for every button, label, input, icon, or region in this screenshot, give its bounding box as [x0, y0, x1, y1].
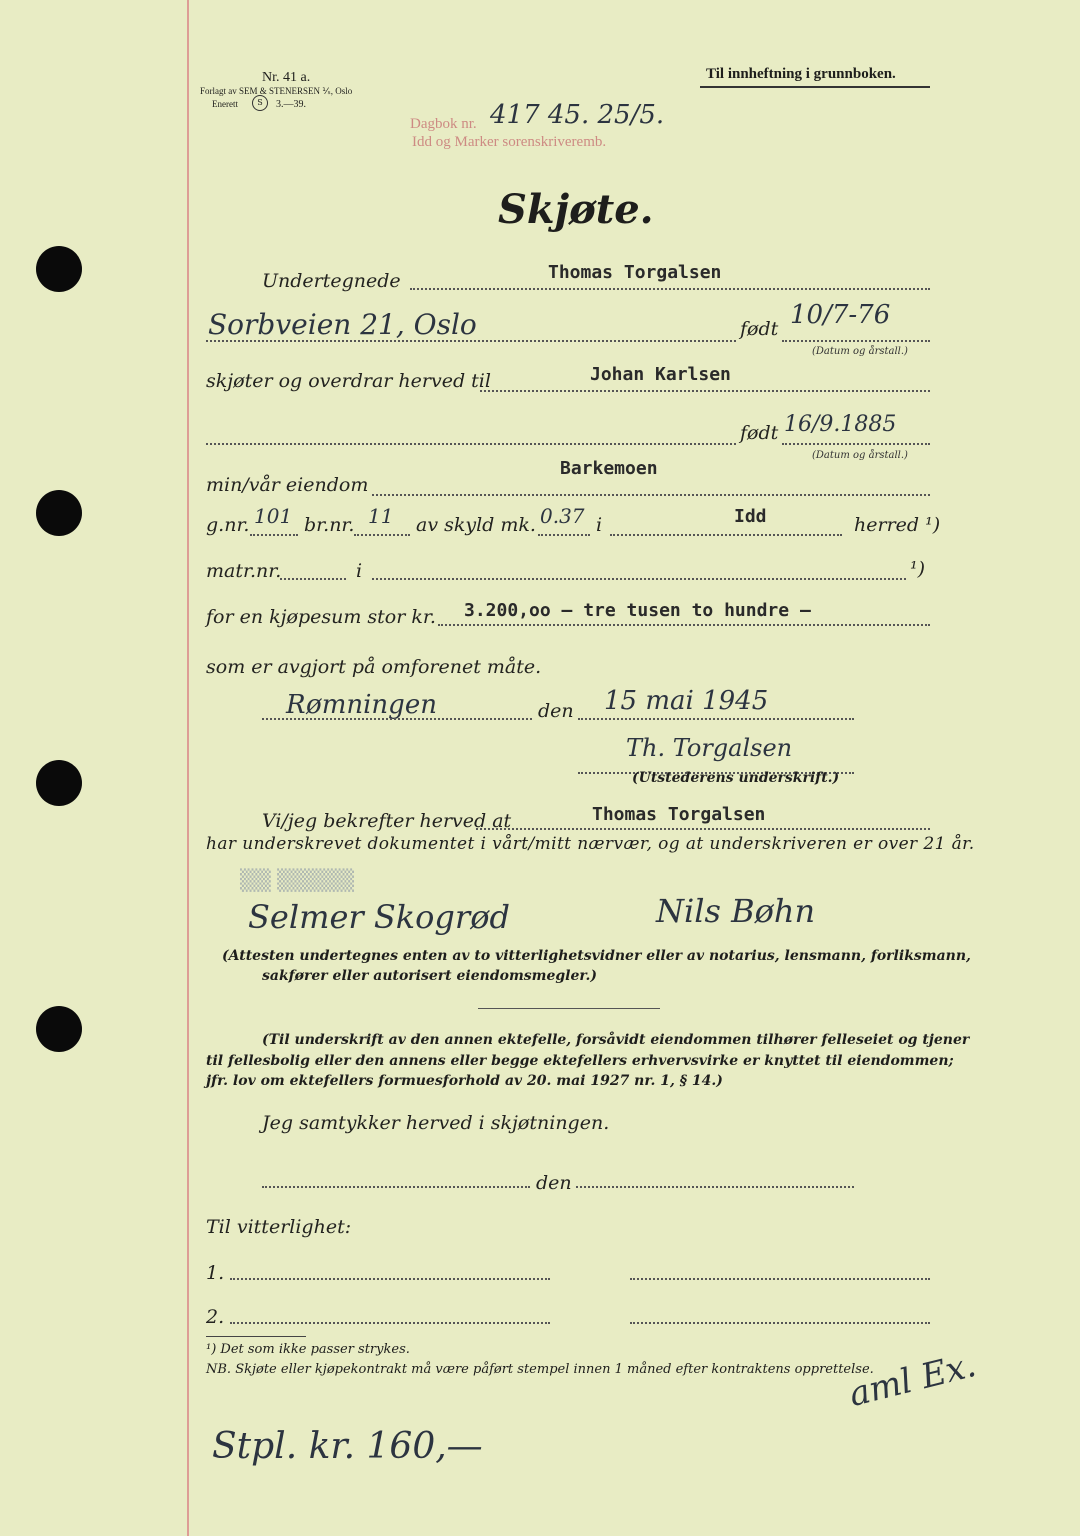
- skyld-label: av skyld mk.: [416, 514, 536, 536]
- spouse-note-1: (Til underskrift av den annen ektefelle, forsåvidt eiendommen tilhører felleseiet og tjener: [262, 1032, 970, 1048]
- gnr-dotline: [250, 534, 298, 536]
- price-settled: som er avgjort på omforenet måte.: [206, 656, 542, 678]
- spouse-note-2: til fellesbolig eller den annens eller begge ektefellers erhvervsvirke er knyttet til eiendommen;: [206, 1053, 954, 1069]
- stamp-line1: Dagbok nr.: [410, 116, 477, 132]
- matr-in-label: i: [356, 560, 363, 582]
- signing-den-label: den: [538, 700, 574, 722]
- publisher: Forlagt av SEM & STENERSEN ⅟ₛ, Oslo: [200, 86, 353, 96]
- bnr-label: br.nr.: [304, 514, 355, 536]
- seller-label: Undertegnede: [262, 270, 401, 292]
- initials: aml Ex.: [845, 1344, 980, 1416]
- gnr-label: g.nr.: [206, 514, 250, 536]
- spouse-note-3: jfr. lov om ektefellers formuesforhold av 20. mai 1927 nr. 1, § 14.): [206, 1073, 723, 1089]
- punch-hole: [36, 246, 82, 292]
- seller-born: 10/7-76: [790, 300, 891, 330]
- seller-name: Thomas Torgalsen: [548, 262, 722, 283]
- witness-dotline: [476, 828, 930, 830]
- issuer-signature-caption: (Utstederens underskrift.): [632, 770, 840, 786]
- witness-signature-2: Nils Bøhn: [656, 892, 816, 930]
- seller-address: Sorbveien 21, Oslo: [208, 308, 477, 341]
- herred-dotline: [610, 534, 842, 536]
- footnote-divider: [206, 1336, 306, 1337]
- vitterlighet-line1-label: 1.: [206, 1262, 225, 1284]
- footnote-1: ¹) Det som ikke passer strykes.: [206, 1342, 410, 1357]
- seller-dotline: [410, 288, 930, 290]
- spouse-place-dotline: [262, 1186, 530, 1188]
- buyer-born-label: født: [740, 422, 779, 444]
- rights-label: Enerett: [212, 99, 238, 109]
- buyer-born-dotline: [782, 443, 930, 445]
- property-label: min/vår eiendom: [206, 474, 369, 496]
- margin-line: [187, 0, 189, 1536]
- bnr-value: 11: [368, 504, 394, 528]
- signing-place: Rømningen: [286, 690, 437, 720]
- witness-label: Vi/jeg bekrefter herved at: [262, 810, 512, 832]
- seller-born-dotline: [782, 340, 930, 342]
- matr-footnote: ¹): [910, 558, 926, 580]
- seller-born-label: født: [740, 318, 779, 340]
- buyer-dotline: [480, 390, 930, 392]
- herred-label: herred ¹): [854, 514, 941, 536]
- matr-in-dotline: [372, 578, 906, 580]
- form-number: Nr. 41 a.: [262, 70, 311, 85]
- signing-date-dotline: [578, 718, 854, 720]
- punch-hole: [36, 760, 82, 806]
- seller-date-hint: (Datum og årstall.): [812, 346, 908, 357]
- witness-note-2: sakfører eller autorisert eiendomsmegler.): [262, 968, 597, 984]
- buyer-date-hint: (Datum og årstall.): [812, 450, 908, 461]
- vitterlighet-label: Til vitterlighet:: [206, 1216, 352, 1238]
- spouse-consent: Jeg samtykker herved i skjøtningen.: [262, 1112, 610, 1134]
- herred-in-label: i: [596, 514, 603, 536]
- vitterlighet-line2b-dotline: [630, 1322, 930, 1324]
- vitterlighet-line2-label: 2.: [206, 1306, 225, 1328]
- binding-underline: [700, 86, 930, 88]
- stamp-fee: Stpl. kr. 160,—: [212, 1426, 483, 1467]
- issuer-signature: Th. Torgalsen: [626, 734, 793, 762]
- buyer-born: 16/9.1885: [784, 412, 897, 437]
- document-title: Skjøte.: [498, 186, 654, 233]
- vitterlighet-line2-dotline: [230, 1322, 550, 1324]
- price-amount: 3.200,oo — tre tusen to hundre —: [464, 600, 811, 621]
- witness-note-1: (Attesten undertegnes enten av to vitterlighetsvidner eller av notarius, lensmann, forliksmann,: [222, 948, 971, 964]
- seller-address-dotline: [206, 340, 736, 342]
- date-code: 3.—39.: [276, 99, 306, 110]
- herred-value: Idd: [734, 506, 767, 527]
- buyer-empty-dotline: [206, 443, 736, 445]
- signing-date: 15 mai 1945: [604, 686, 769, 716]
- gnr-value: 101: [254, 504, 293, 528]
- section-divider: [478, 1008, 660, 1009]
- spouse-date-dotline: [576, 1186, 854, 1188]
- footnote-nb: NB. Skjøte eller kjøpekontrakt må være påført stempel innen 1 måned efter kontraktens opprettelse.: [206, 1362, 874, 1377]
- signing-place-dotline: [262, 718, 532, 720]
- spouse-den-label: den: [536, 1172, 572, 1194]
- buyer-name: Johan Karlsen: [590, 364, 731, 385]
- stamp-line2: Idd og Marker sorenskriveremb.: [412, 134, 607, 150]
- binding-note: Til innheftning i grunnboken.: [706, 66, 896, 82]
- property-dotline: [372, 494, 930, 496]
- faint-stamp: ▒▒ ▒▒▒▒▒: [240, 868, 355, 892]
- witness-subject: Thomas Torgalsen: [592, 804, 766, 825]
- property-name: Barkemoen: [560, 458, 658, 479]
- punch-hole: [36, 490, 82, 536]
- witness-signature-1: Selmer Skogrød: [248, 898, 510, 936]
- stamp-handwritten: 417 45. 25/5.: [490, 100, 665, 130]
- seal-icon: S: [252, 95, 268, 111]
- skyld-dotline: [538, 534, 590, 536]
- witness-statement: har underskrevet dokumentet i vårt/mitt nærvær, og at underskriveren er over 21 år.: [206, 834, 975, 854]
- skyld-value: 0.37: [540, 504, 585, 528]
- vitterlighet-line1-dotline: [230, 1278, 550, 1280]
- price-dotline: [438, 624, 930, 626]
- matr-dotline: [280, 578, 346, 580]
- vitterlighet-line1b-dotline: [630, 1278, 930, 1280]
- bnr-dotline: [354, 534, 410, 536]
- matr-label: matr.nr.: [206, 560, 282, 582]
- punch-hole: [36, 1006, 82, 1052]
- buyer-label: skjøter og overdrar herved til: [206, 370, 491, 392]
- price-label: for en kjøpesum stor kr.: [206, 606, 436, 628]
